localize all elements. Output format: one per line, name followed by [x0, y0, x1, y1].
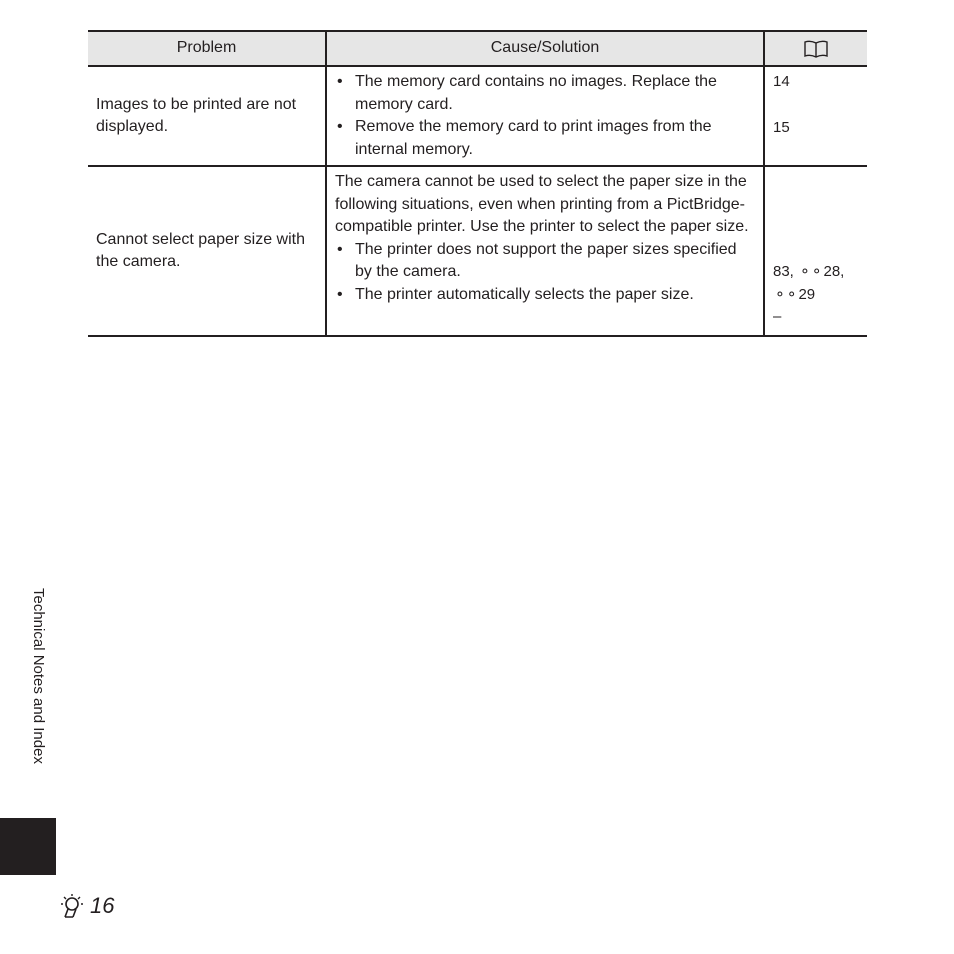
- table-row: [88, 167, 867, 337]
- table-row: [88, 67, 867, 167]
- reference-pages: [773, 284, 859, 307]
- reference-page: 28,: [823, 263, 845, 280]
- page-number-value: 16: [90, 893, 115, 918]
- page-number: [60, 891, 114, 921]
- header-problem: Problem: [176, 39, 237, 57]
- technical-notes-icon: [60, 893, 88, 919]
- table-header-row: [88, 30, 867, 67]
- reference-page: 15: [773, 118, 790, 136]
- reference-page: 83,: [773, 263, 794, 280]
- header-cause-solution: Cause/Solution: [325, 32, 763, 65]
- section-side-label: Technical Notes and Index: [30, 588, 47, 764]
- reference-section-icon: ⚬⚬: [799, 264, 823, 280]
- reference-dash: –: [773, 308, 782, 325]
- cause-cell: [325, 167, 763, 335]
- header-reference: [763, 32, 867, 65]
- bullet-item: • The printer does not support the paper sizes specified by the camera.: [335, 239, 755, 284]
- problem-cell: [88, 67, 325, 165]
- section-tab-marker: [0, 818, 56, 875]
- bullet-item: • The memory card contains no images. Replace the memory card.: [335, 71, 755, 116]
- reference-page: 29: [798, 285, 816, 303]
- troubleshooting-table: [88, 30, 867, 337]
- bullet-item: • Remove the memory card to print images from the internal memory.: [335, 116, 755, 161]
- problem-text: Cannot select paper size with the camera.: [96, 230, 305, 270]
- problem-text: Images to be printed are not displayed.: [96, 95, 297, 135]
- problem-cell: [88, 167, 325, 335]
- cause-cell: [325, 67, 763, 165]
- reference-cell: [763, 67, 867, 165]
- reference-page: 14: [773, 73, 790, 90]
- book-icon: [803, 40, 829, 58]
- reference-pages: [773, 261, 859, 284]
- reference-cell: [763, 167, 867, 335]
- bullet-item: • The printer automatically selects the paper size.: [335, 284, 755, 307]
- cause-intro: The camera cannot be used to select the paper size in the following situations, even when printing from a PictBridge-compatible printer. Use the printer to select the paper size.: [335, 173, 749, 235]
- reference-section-icon: ⚬⚬: [774, 286, 798, 303]
